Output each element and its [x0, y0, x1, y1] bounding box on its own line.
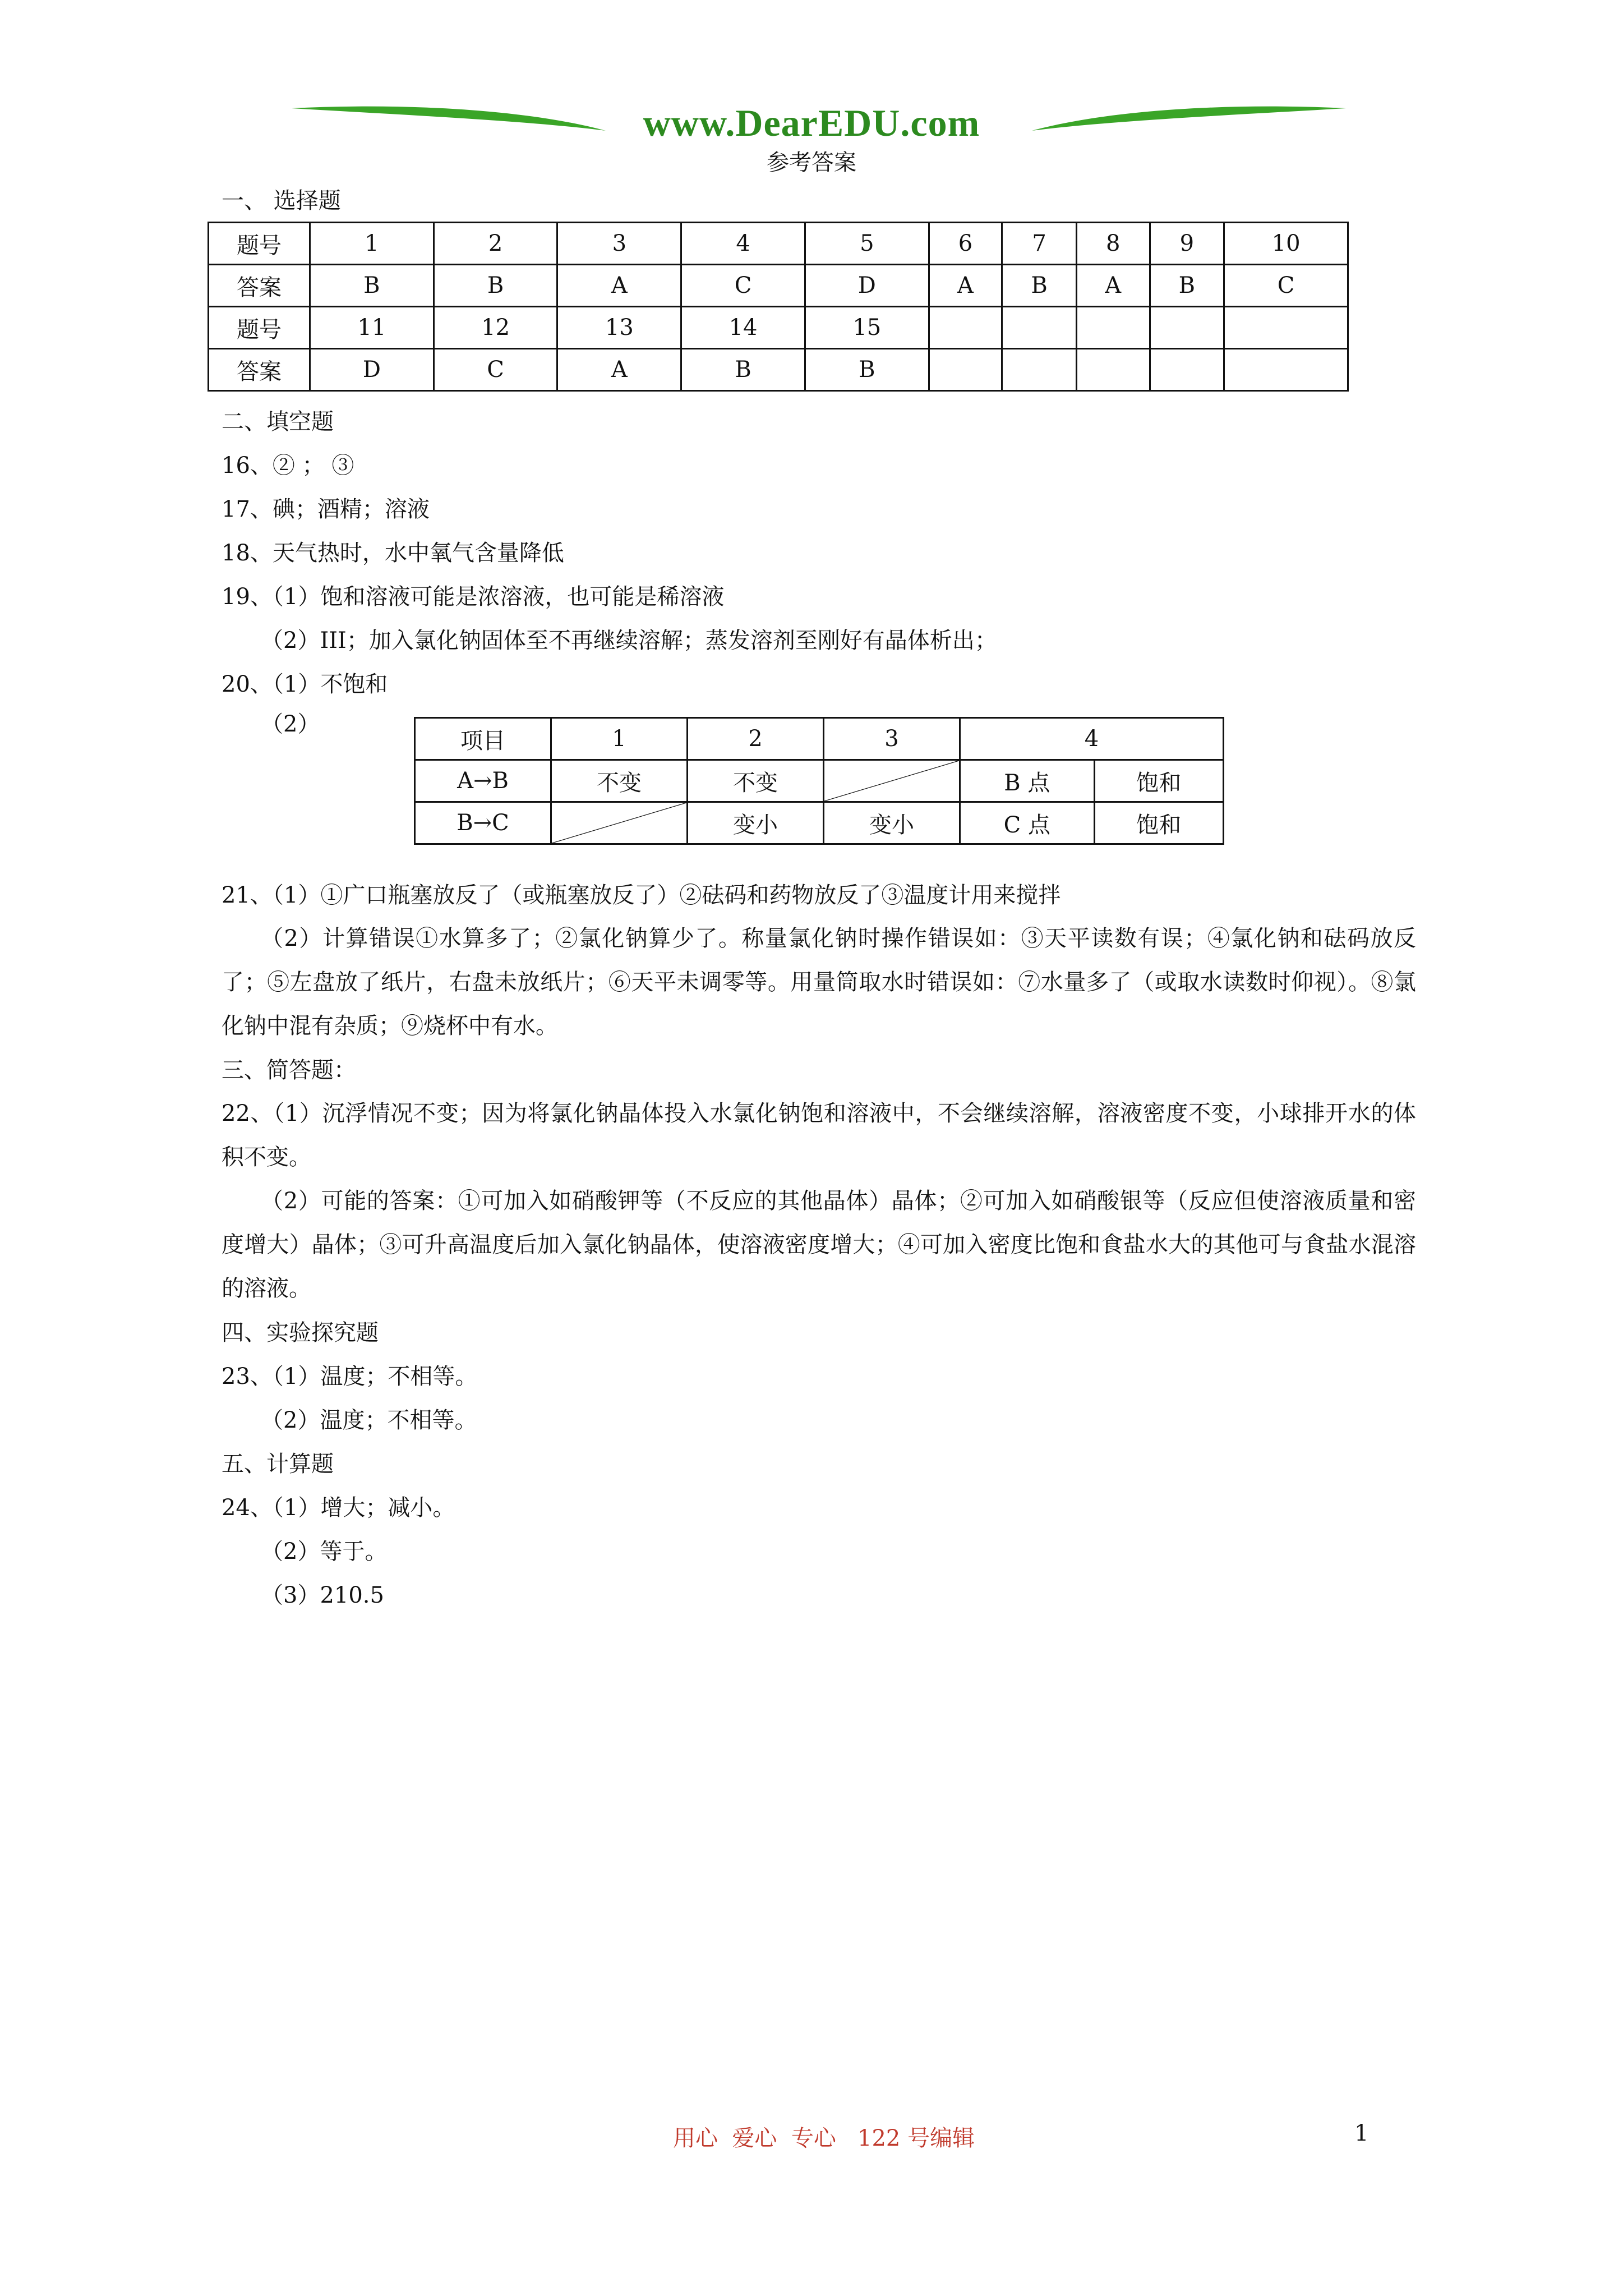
answer-table: [208, 222, 1349, 392]
table-cell: 3: [557, 223, 681, 265]
table-cell: B: [1150, 265, 1224, 307]
table-cell: [1150, 349, 1224, 391]
table-cell: [1224, 349, 1348, 391]
table-cell: 9: [1150, 223, 1224, 265]
table-cell: [929, 349, 1002, 391]
answer-21-1: 21、（1）①广口瓶塞放反了（或瓶塞放反了）②砝码和药物放反了③温度计用来搅拌: [222, 882, 1061, 908]
table-row: [209, 307, 1348, 349]
answer-20-2: （2）: [261, 711, 320, 737]
table-cell: A→B: [415, 760, 551, 802]
table-row: [415, 718, 1224, 760]
diagonal-cell: [824, 760, 960, 802]
answer-20-1: 20、（1）不饱和: [222, 671, 388, 697]
table-cell: A: [929, 265, 1002, 307]
table-cell: 题号: [209, 307, 310, 349]
table-row: [415, 802, 1224, 844]
table-cell: B 点: [960, 760, 1095, 802]
table-cell: 饱和: [1094, 802, 1223, 844]
table-cell: C: [1224, 265, 1348, 307]
table-cell: D: [805, 265, 929, 307]
answer-16: 16、② ； ③: [222, 453, 354, 478]
answer-17: 17、碘；酒精；溶液: [222, 496, 430, 522]
table-cell: 14: [681, 307, 805, 349]
diagonal-line: [552, 803, 686, 843]
table-row: [415, 760, 1224, 802]
page-number: 1: [1354, 2120, 1369, 2146]
answer-24-2: （2）等于。: [261, 1539, 388, 1565]
table-row: [209, 349, 1348, 391]
page-title: 参考答案: [767, 150, 856, 176]
table-cell: D: [310, 349, 434, 391]
footer-text: 用心 爱心 专心 122 号编辑: [673, 2125, 975, 2151]
table-cell: [1076, 307, 1150, 349]
table-cell: B: [1002, 265, 1077, 307]
state-table: [414, 717, 1224, 845]
table-cell: 4: [960, 718, 1224, 760]
table-cell: [1076, 349, 1150, 391]
answer-23-2: （2）温度；不相等。: [261, 1407, 477, 1433]
table-cell: A: [1076, 265, 1150, 307]
paragraph-text: （2）可能的答案：①可加入如硝酸钾等（不反应的其他晶体）晶体；②可加入如硝酸银等（反应但使溶液质量和密度增大）晶体；③可升高温度后加入氯化钠晶体，使溶液密度增大；④可加入密度比饱和食盐水大的其他可与食盐水混溶的溶液。: [222, 1188, 1416, 1301]
table-cell: 答案: [209, 349, 310, 391]
table-cell: [929, 307, 1002, 349]
table-cell: C: [434, 349, 557, 391]
table-cell: 不变: [688, 760, 824, 802]
table-cell: 饱和: [1094, 760, 1223, 802]
table-row: [209, 223, 1348, 265]
table-cell: 1: [310, 223, 434, 265]
table-cell: [1002, 349, 1077, 391]
table-cell: B→C: [415, 802, 551, 844]
table-cell: A: [557, 265, 681, 307]
table-cell: 4: [681, 223, 805, 265]
table-cell: 12: [434, 307, 557, 349]
table-cell: 变小: [824, 802, 960, 844]
table-cell: B: [310, 265, 434, 307]
table-cell: B: [681, 349, 805, 391]
table-cell: 6: [929, 223, 1002, 265]
table-cell: C 点: [960, 802, 1095, 844]
answer-22-1: 22、（1）沉浮情况不变；因为将氯化钠晶体投入水氯化钠饱和溶液中，不会继续溶解，溶液密度不变，小球排开水的体积不变。: [222, 1101, 1416, 1170]
table-cell: 2: [434, 223, 557, 265]
section3-heading: 三、简答题：: [222, 1057, 356, 1083]
table-cell: 11: [310, 307, 434, 349]
table-cell: 15: [805, 307, 929, 349]
paragraph-text: （2）计算错误①水算多了；②氯化钠算少了。称量氯化钠时操作错误如：③天平读数有误；④氯化钠和砝码放反了；⑤左盘放了纸片，右盘未放纸片；⑥天平未调零等。用量筒取水时错误如：⑦水量多了（或取水读数时仰视）。⑧氯化钠中混有杂质；⑨烧杯中有水。: [222, 926, 1416, 1039]
table-cell: 答案: [209, 265, 310, 307]
table-cell: 5: [805, 223, 929, 265]
table-cell: 题号: [209, 223, 310, 265]
table-cell: 变小: [688, 802, 824, 844]
answer-19-2: （2）III；加入氯化钠固体至不再继续溶解；蒸发溶剂至刚好有晶体析出；: [261, 628, 997, 654]
section5-heading: 五、计算题: [222, 1451, 334, 1477]
answer-21-2: [222, 917, 1416, 1048]
section4-heading: 四、实验探究题: [222, 1320, 379, 1346]
answer-24-1: 24、（1）增大；减小。: [222, 1495, 455, 1521]
section1-heading: 一、 选择题: [222, 188, 341, 214]
answer-22-2: [222, 1179, 1416, 1310]
table-cell: [1002, 307, 1077, 349]
diagonal-line: [824, 761, 959, 801]
table-cell: B: [805, 349, 929, 391]
answer-24-3: （3）210.5: [261, 1582, 384, 1608]
table-cell: 13: [557, 307, 681, 349]
table-cell: 10: [1224, 223, 1348, 265]
table-cell: 项目: [415, 718, 551, 760]
table-cell: A: [557, 349, 681, 391]
table-cell: 7: [1002, 223, 1077, 265]
site-logo: www.DearEDU.com: [643, 102, 980, 144]
diagonal-cell: [551, 802, 688, 844]
section2-heading: 二、填空题: [222, 409, 334, 435]
table-cell: 3: [824, 718, 960, 760]
answer-18: 18、天气热时，水中氧气含量降低: [222, 540, 564, 566]
table-cell: 8: [1076, 223, 1150, 265]
table-cell: B: [434, 265, 557, 307]
table-cell: 1: [551, 718, 688, 760]
table-cell: 不变: [551, 760, 688, 802]
table-row: [209, 265, 1348, 307]
table-cell: [1224, 307, 1348, 349]
answer-19-1: 19、（1）饱和溶液可能是浓溶液，也可能是稀溶液: [222, 584, 725, 610]
table-cell: [1150, 307, 1224, 349]
table-cell: C: [681, 265, 805, 307]
answer-23-1: 23、（1）温度；不相等。: [222, 1364, 478, 1389]
table-cell: 2: [688, 718, 824, 760]
